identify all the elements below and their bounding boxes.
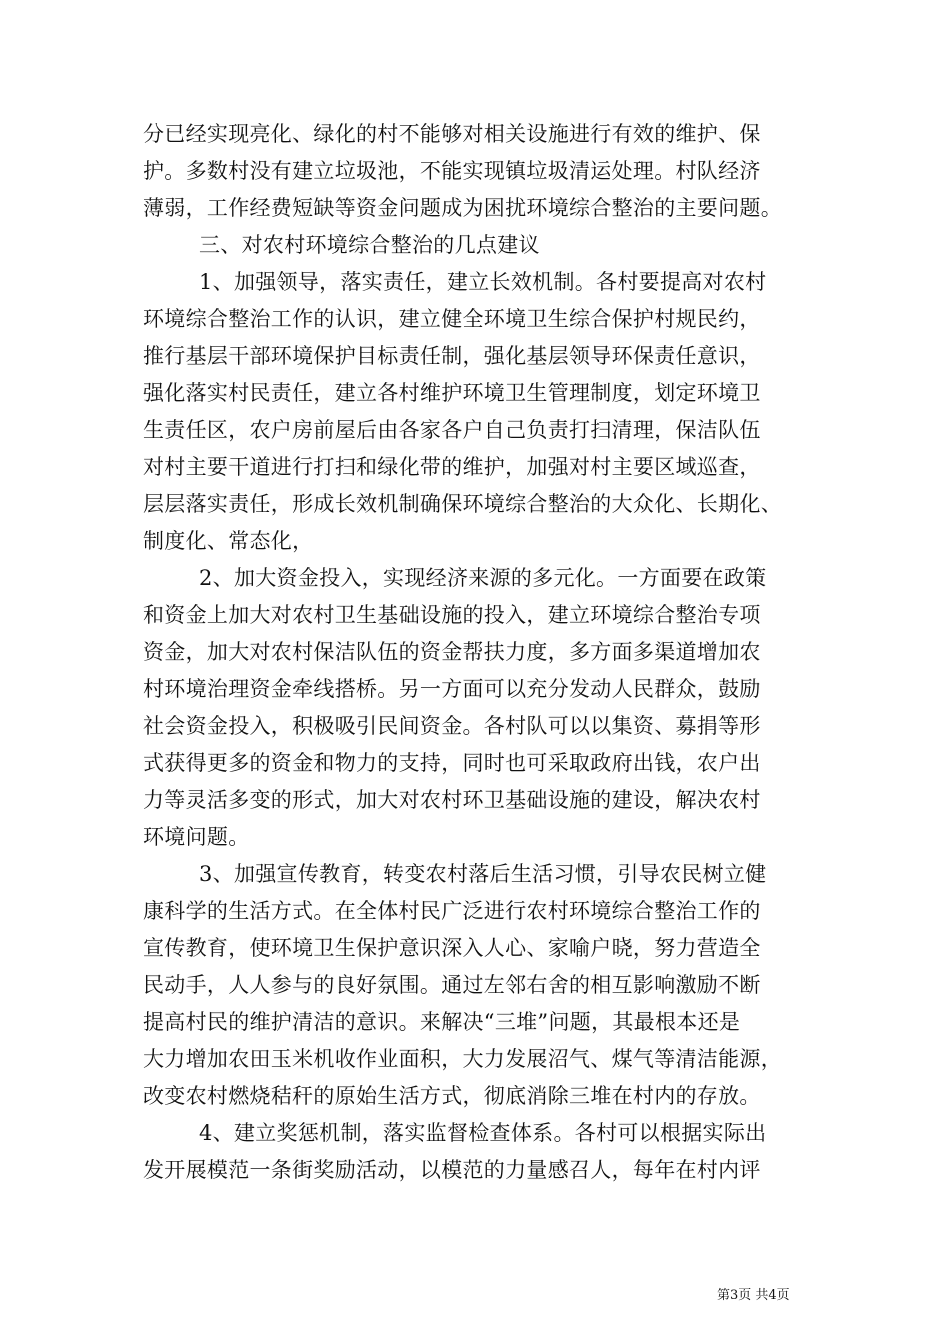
text-line: 对村主要干道进行打扫和绿化带的维护，加强对村主要区域巡查， [143,455,761,479]
text-line: 社会资金投入，积极吸引民间资金。各村队可以以集资、募捐等形 [143,714,761,738]
text-line: 薄弱，工作经费短缺等资金问题成为困扰环境综合整治的主要问题。 [143,196,782,220]
text-line: 生责任区，农户房前屋后由各家各户自己负责打扫清理，保洁队伍 [143,418,761,442]
section-heading: 三、对农村环境综合整治的几点建议 [199,233,540,257]
text-line: 层层落实责任，形成长效机制确保环境综合整治的大众化、长期化、 [143,492,782,516]
text-line: 推行基层干部环境保护目标责任制，强化基层领导环保责任意识， [143,344,761,368]
text-line: 康科学的生活方式。在全体村民广泛进行农村环境综合整治工作的 [143,899,761,923]
text-line: 强化落实村民责任，建立各村维护环境卫生管理制度，划定环境卫 [143,381,761,405]
text-line: 和资金上加大对农村卫生基础设施的投入，建立环境综合整治专项 [143,603,761,627]
text-line: 制度化、常态化， [143,529,314,553]
text-line: 环境问题。 [143,825,250,849]
text-line: 宣传教育，使环境卫生保护意识深入人心、家喻户晓，努力营造全 [143,936,761,960]
text-line: 1、加强领导，落实责任，建立长效机制。各村要提高对农村 [199,270,767,294]
text-line: 2、加大资金投入，实现经济来源的多元化。一方面要在政策 [199,566,767,590]
text-line: 4、建立奖惩机制，落实监督检查体系。各村可以根据实际出 [199,1121,767,1145]
text-line: 大力增加农田玉米机收作业面积，大力发展沼气、煤气等清洁能源， [143,1047,782,1071]
text-line: 发开展模范一条街奖励活动，以模范的力量感召人，每年在村内评 [143,1158,761,1182]
text-line: 3、加强宣传教育，转变农村落后生活习惯，引导农民树立健 [199,862,767,886]
text-line: 民动手，人人参与的良好氛围。通过左邻右舍的相互影响激励不断 [143,973,761,997]
text-line: 提高村民的维护清洁的意识。来解决“三堆”问题，其最根本还是 [143,1010,741,1034]
text-line: 资金，加大对农村保洁队伍的资金帮扶力度，多方面多渠道增加农 [143,640,761,664]
text-line: 护。多数村没有建立垃圾池，不能实现镇垃圾清运处理。村队经济 [143,159,761,183]
text-line: 改变农村燃烧秸秆的原始生活方式，彻底消除三堆在村内的存放。 [143,1084,761,1108]
text-line: 环境综合整治工作的认识，建立健全环境卫生综合保护村规民约， [143,307,761,331]
page-number: 第3页 共4页 [717,1288,790,1303]
text-line: 式获得更多的资金和物力的支持，同时也可采取政府出钱，农户出 [143,751,761,775]
text-line: 村环境治理资金牵线搭桥。另一方面可以充分发动人民群众，鼓励 [143,677,761,701]
text-line: 力等灵活多变的形式，加大对农村环卫基础设施的建设，解决农村 [143,788,761,812]
text-line: 分已经实现亮化、绿化的村不能够对相关设施进行有效的维护、保 [143,122,761,146]
